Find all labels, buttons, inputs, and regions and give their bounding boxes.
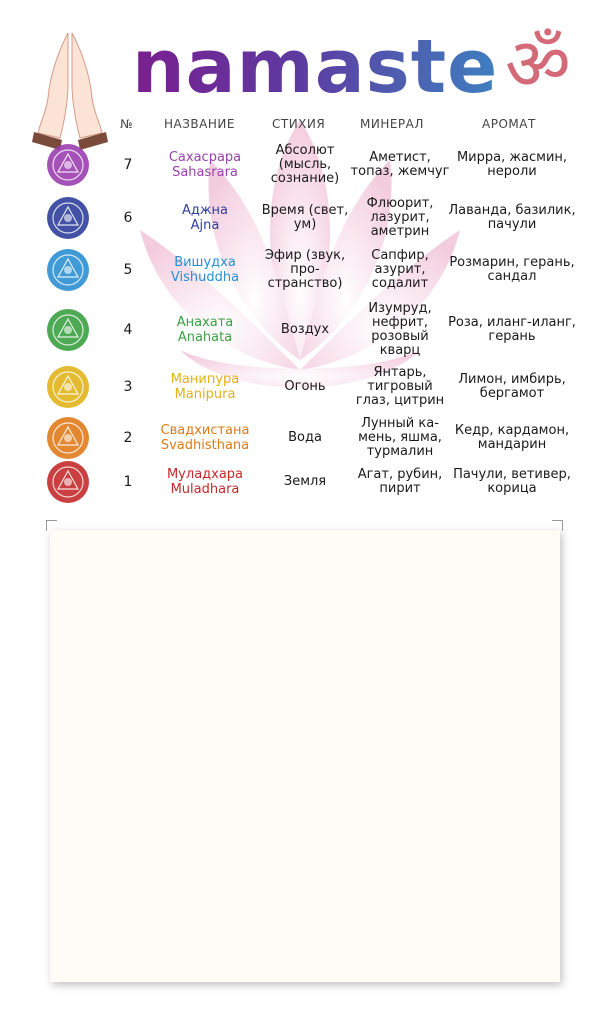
chakra-name-ru: Аджна [181, 203, 229, 218]
corner-mark [46, 520, 57, 531]
chakra-symbol-icon [44, 306, 92, 354]
chakra-name [150, 196, 260, 240]
chakra-name-en: Muladhara [170, 482, 240, 497]
chakra-row [0, 460, 608, 504]
chakra-mineral: Агат, рубин, пирит [357, 467, 443, 496]
chakra-element: Воздух [280, 322, 330, 337]
chakra-name-en: Svadhisthana [160, 438, 250, 453]
chakra-name [150, 460, 260, 504]
chakra-number: 4 [123, 322, 133, 338]
chakra-name [150, 140, 260, 190]
namaste-title: namaste [132, 24, 499, 110]
chakra-row [0, 300, 608, 360]
notes-area[interactable] [50, 530, 560, 982]
chakra-name-en: Ajna [190, 218, 220, 233]
chakra-name-en: Sahasrara [172, 165, 238, 180]
chakra-element: Абсолют (мысль, сознание) [270, 143, 340, 186]
header-num: № [120, 117, 133, 131]
chakra-row [0, 140, 608, 190]
chakra-aroma: Лимон, имбирь, бергамот [458, 372, 566, 401]
chakra-mineral: Флюорит, лазурит, аметрин [366, 196, 434, 239]
chakra-aroma: Розмарин, герань, сандал [449, 255, 575, 284]
chakra-symbol-icon [44, 246, 92, 294]
chakra-row [0, 196, 608, 240]
chakra-symbol-icon [44, 414, 92, 462]
header-aroma: АРОМАТ [482, 117, 536, 131]
header-element: СТИХИЯ [272, 117, 326, 131]
chakra-number: 6 [123, 210, 133, 226]
chakra-element: Вода [288, 430, 322, 445]
chakra-element: Огонь [284, 379, 326, 394]
chakra-name-ru: Сахасрара [168, 150, 242, 165]
chakra-name [150, 300, 260, 360]
chakra-number: 5 [123, 262, 133, 278]
chakra-row [0, 244, 608, 296]
chakra-symbol-icon [44, 141, 92, 189]
chakra-name-en: Vishuddha [170, 270, 240, 285]
chakra-mineral: Янтарь, тигровый глаз, цитрин [355, 365, 445, 408]
praying-hands-icon [20, 28, 120, 158]
chakra-name-ru: Свадхистана [160, 423, 250, 438]
chakra-symbol-icon [44, 194, 92, 242]
chakra-name-ru: Муладхара [166, 467, 244, 482]
chakra-mineral: Сапфир, азурит, содалит [371, 248, 429, 291]
chakra-symbol-icon [44, 458, 92, 506]
chakra-number: 7 [123, 157, 133, 173]
chakra-aroma: Кедр, кардамон, мандарин [454, 423, 570, 452]
chakra-symbol-icon [44, 363, 92, 411]
chakra-number: 2 [123, 430, 133, 446]
chakra-name-en: Manipura [174, 387, 236, 402]
chakra-mineral: Аметист, топаз, жемчуг [350, 150, 450, 179]
corner-mark [552, 520, 563, 531]
chakra-row [0, 416, 608, 460]
chakra-name-ru: Манипура [170, 372, 240, 387]
chakra-row [0, 362, 608, 412]
chakra-number: 1 [123, 474, 133, 490]
chakra-mineral: Лунный ка-мень, яшма, турмалин [358, 416, 442, 459]
chakra-element: Эфир (звук, про-странство) [264, 248, 346, 291]
chakra-number: 3 [123, 379, 133, 395]
om-symbol-icon: ॐ [505, 22, 571, 106]
header-mineral: МИНЕРАЛ [360, 117, 424, 131]
chakra-mineral: Изумруд, нефрит, розовый кварц [368, 301, 432, 358]
chakra-element: Время (свет, ум) [261, 203, 349, 232]
chakra-name [150, 362, 260, 412]
chakra-name [150, 244, 260, 296]
chakra-name-ru: Анахата [176, 315, 234, 330]
chakra-name-ru: Вишудха [174, 255, 236, 270]
chakra-aroma: Пачули, ветивер, корица [453, 467, 571, 496]
chakra-element: Земля [283, 474, 327, 489]
chakra-aroma: Мирра, жасмин, нероли [456, 150, 568, 179]
chakra-name-en: Anahata [177, 330, 233, 345]
chakra-aroma: Роза, иланг-иланг, герань [448, 315, 576, 344]
chakra-name [150, 416, 260, 460]
chakra-aroma: Лаванда, базилик, пачули [448, 203, 576, 232]
header-name: НАЗВАНИЕ [164, 117, 235, 131]
